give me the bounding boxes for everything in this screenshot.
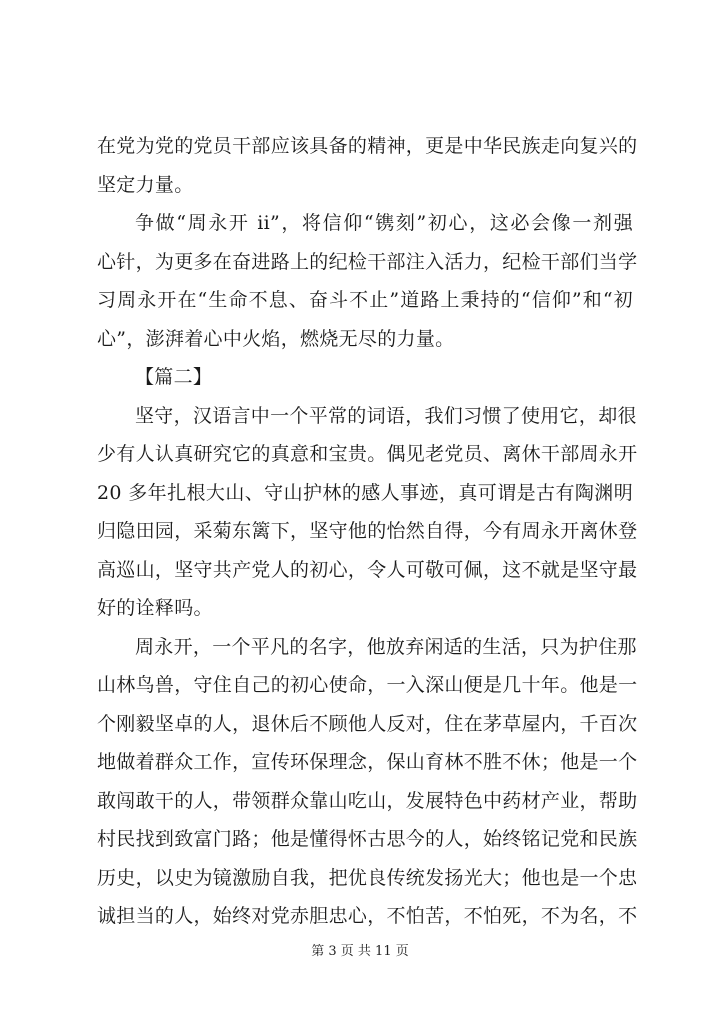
section-heading: 【篇二】: [135, 366, 213, 388]
paragraph-line: 在党为党的党员干部应该具备的精神，更是中华民族走向复兴的: [97, 135, 638, 157]
paragraph-line: 山林鸟兽，守住自己的初心使命，一入深山便是几十年。他是一: [97, 674, 638, 696]
paragraph-line: 历史，以史为镜激励自我，把优良传统发扬光大；他也是一个忠: [97, 866, 638, 889]
page-number-footer: 第 3 页 共 11 页: [311, 944, 409, 959]
paragraph-line: 20 多年扎根大山、守山护林的感人事迹，真可谓是古有陶渊明: [97, 481, 633, 504]
paragraph-line: 少有人认真研究它的真意和宝贵。偶见老党员、离休干部周永开: [97, 443, 638, 465]
paragraph-line: 村民找到致富门路；他是懂得怀古思今的人，始终铭记党和民族: [97, 828, 638, 850]
paragraph-line: 归隐田园，采菊东篱下，坚守他的怡然自得，今有周永开离休登: [97, 520, 638, 542]
paragraph-line: 争做“周永开 ii”，将信仰“镌刻”初心，这必会像一剂强: [135, 212, 633, 234]
paragraph-line: 敢闯敢干的人，带领群众靠山吃山，发展特色中药材产业，帮助: [97, 789, 638, 812]
paragraph-line: 心”，澎湃着心中火焰，燃烧无尽的力量。: [97, 327, 455, 350]
paragraph-line: 个刚毅坚卓的人，退休后不顾他人反对，住在茅草屋内，千百次: [97, 712, 638, 735]
paragraph-line: 地做着群众工作，宣传环保理念，保山育林不胜不休；他是一个: [97, 751, 638, 773]
paragraph-line: 高巡山，坚守共产党人的初心，令人可敬可佩，这不就是坚守最: [97, 558, 638, 581]
paragraph-line: 周永开，一个平凡的名字，他放弃闲适的生活，只为护住那: [135, 635, 637, 658]
document-body: [97, 127, 638, 936]
paragraph-line: 好的诠释吗。: [97, 597, 213, 619]
paragraph-line: 习周永开在“生命不息、奋斗不止”道路上秉持的“信仰”和“初: [97, 289, 633, 311]
paragraph-line: 心针，为更多在奋进路上的纪检干部注入活力，纪检干部们当学: [97, 250, 638, 273]
paragraph-line: 坚定力量。: [97, 173, 194, 196]
paragraph-line: 坚守，汉语言中一个平常的词语，我们习惯了使用它，却很: [135, 404, 637, 427]
paragraph-line: 诚担当的人，始终对党赤胆忠心，不怕苦，不怕死，不为名，不: [97, 905, 638, 927]
